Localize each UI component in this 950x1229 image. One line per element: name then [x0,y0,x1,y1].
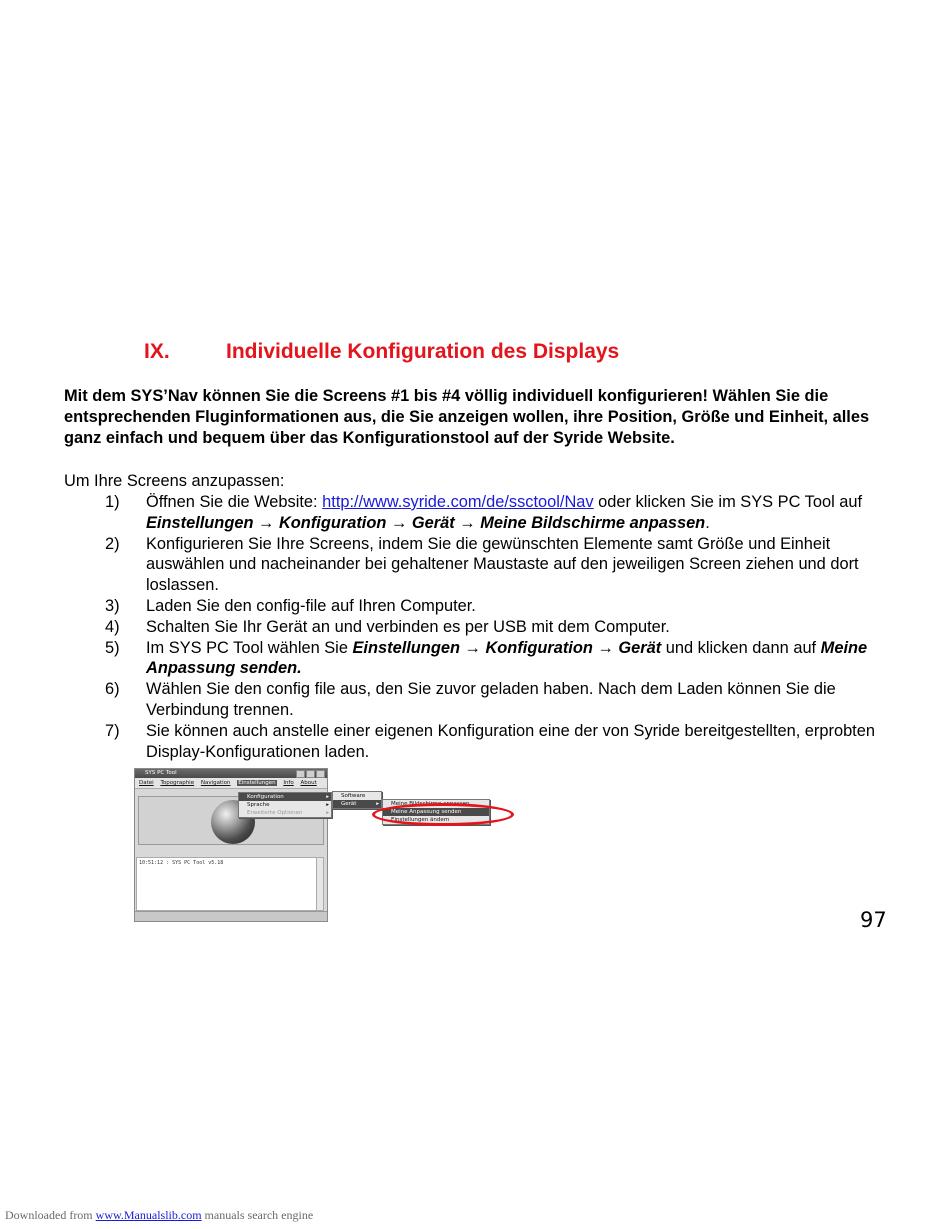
menu-path: Einstellungen → Konfiguration → Gerät → Meine Bildschirme anpassen [146,513,706,532]
section-title: Individuelle Konfiguration des Displays [226,340,620,363]
step-4 [64,617,894,638]
step-text: und klicken dann auf [661,638,821,657]
menu-topographie: Topographie [160,780,195,786]
section-heading [144,340,619,364]
step-6 [64,679,894,721]
window-controls [295,770,325,782]
konfiguration-submenu [332,791,382,809]
menu-item-software: Software [341,793,366,799]
step-number: 4) [105,617,120,636]
footer [5,1208,313,1223]
submenu-arrow-icon: ▸ [376,801,379,807]
menu-info: Info [283,780,294,786]
syride-tool-link[interactable]: http://www.syride.com/de/ssctool/Nav [322,493,594,511]
step-number: 5) [105,638,120,657]
window-title: SYS PC Tool [145,770,177,776]
step-text: Sie können auch anstelle einer eigenen Konfiguration eine der von Syride bereitgestellten, erprobten Display-Konfigurationen laden. [146,721,875,761]
step-5 [64,638,894,680]
menu-einstellungen: Einstellungen [238,780,276,786]
menu-item-bildschirme-anpassen: Meine Bildschirme anpassen [391,801,470,807]
menu-path: Einstellungen → Konfiguration → Gerät [352,638,662,657]
menu-item-konfiguration: Konfiguration ▸ [239,793,331,801]
menu-item-einstellungen-aendern: Einstellungen ändern [391,817,450,823]
step-text: Im SYS PC Tool wählen Sie [146,638,353,657]
manualslib-link[interactable]: www.Manualslib.com [95,1208,202,1222]
steps-lead: Um Ihre Screens anzupassen: [64,472,285,490]
footer-text: Downloaded from [5,1208,96,1222]
menu-item-sprache: Sprache ▸ [247,802,329,808]
steps-list [64,492,894,762]
step-text: Wählen Sie den config file aus, den Sie zuvor geladen haben. Nach dem Laden können Sie die Verbindung trennen. [146,680,836,719]
menu-datei: Datei [139,780,154,786]
intro-paragraph: Mit dem SYS’Nav können Sie die Screens #1 bis #4 völlig individuell konfigurieren! Wählen Sie die entsprechenden Fluginformationen aus, die Sie anzeigen wollen, ihre Position, Größe und Einheit, alles ganz einfach und bequem über das Konfigurationstool auf der Syride Website. [64,387,870,447]
log-scrollbar [316,858,323,910]
step-text: . [705,513,710,532]
footer-text: manuals search engine [201,1208,314,1222]
log-line: 10:51:12 : SYS PC Tool v5.18 [139,860,224,866]
sys-pc-tool-screenshot [134,768,516,924]
step-2 [64,534,894,596]
menu-navigation: Navigation [200,780,231,786]
maximize-icon [306,770,315,778]
step-7 [64,721,894,763]
step-text: oder klicken Sie im SYS PC Tool auf [593,493,863,511]
submenu-arrow-icon: ▸ [326,810,329,816]
menu-item-erweiterte-optionen: Erweiterte Optionen ▸ [247,810,329,816]
step-number: 1) [105,493,120,511]
page-number: 97 [860,908,887,932]
step-text: Öffnen Sie die Website: [146,493,323,511]
window-titlebar [135,769,327,778]
step-number: 7) [105,721,120,740]
close-icon [316,770,325,778]
highlight-ellipse [372,803,514,826]
step-number: 2) [105,534,120,553]
step-3 [64,596,894,617]
submenu-arrow-icon: ▸ [326,802,329,808]
status-bar [135,911,327,921]
menu-about: About [300,780,317,786]
step-number: 3) [105,596,120,615]
step-1 [64,492,894,534]
menu-item-geraet: Gerät ▸ [333,800,381,808]
step-number: 6) [105,680,120,699]
menu-item-anpassung-senden: Meine Anpassung senden [383,808,489,816]
einstellungen-dropdown [238,792,332,818]
step-text: Konfigurieren Sie Ihre Screens, indem Sie die gewünschten Elemente samt Größe und Einheit auswählen und nacheinander bei gehaltener Maustaste auf den jeweiligen Screen ziehen und dort loslassen. [146,534,859,595]
step-text: Schalten Sie Ihr Gerät an und verbinden es per USB mit dem Computer. [146,617,670,636]
step-text: Laden Sie den config-file auf Ihren Computer. [146,596,476,615]
submenu-arrow-icon: ▸ [326,794,329,800]
log-panel [136,857,324,911]
section-number: IX. [144,340,170,363]
menu-item-name: Meine Anpassung senden. [146,638,868,678]
minimize-icon [296,770,305,778]
